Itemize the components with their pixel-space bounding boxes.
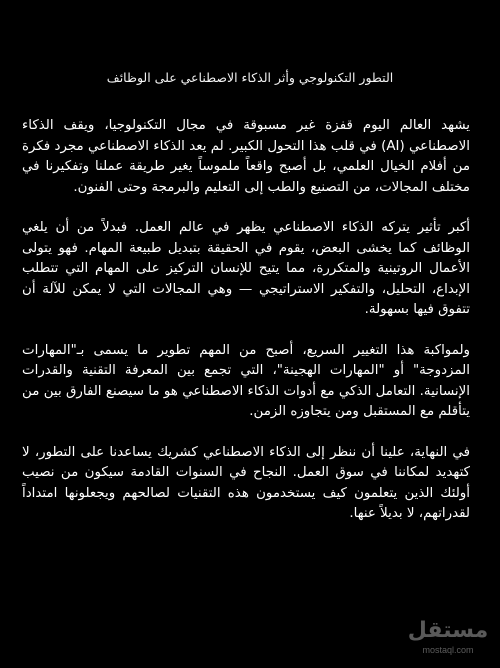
- watermark-url: mostaql.com: [422, 645, 474, 655]
- mostaql-watermark: [398, 618, 498, 664]
- watermark-logo: مستقل: [407, 618, 489, 643]
- document-title: التطور التكنولوجي وأثر الذكاء الاصطناعي على الوظائف: [106, 70, 394, 85]
- paragraph-work-impact: أكبر تأثير يتركه الذكاء الاصطناعي يظهر في عالم العمل. فبدلاً من أن يلغي الوظائف كما يخشى البعض، يقوم في الحقيقة بتبديل طبيعة المهام. فهو يتولى الأعمال الروتينية والمتكررة، مما يتيح للإنسان التركيز على المهام التي تتطلب الإبداع، التحليل، والتفكير الاستراتيجي — وهي المجالات التي لا يمكن للآلة أن تتفوق فيها بسهولة.: [22, 220, 470, 317]
- paragraph-conclusion: في النهاية، علينا أن ننظر إلى الذكاء الاصطناعي كشريك يساعدنا على التطور، لا كتهديد لمكاننا في سوق العمل. النجاح في السنوات القادمة سيكون من نصيب أولئك الذين يتعلمون كيف يستخدمون هذه التقنيات لصالحهم ويجعلونها امتداداً لقدراتهم، لا بديلاً عنها.: [22, 444, 470, 521]
- document-body: [22, 116, 470, 545]
- paragraph-intro: يشهد العالم اليوم قفزة غير مسبوقة في مجال التكنولوجيا، ويقف الذكاء الاصطناعي (AI) في قلب هذا التحول الكبير. لم يعد الذكاء الاصطناعي مجرد فكرة من أفلام الخيال العلمي، بل أصبح واقعاً ملموساً يغير طريقة عملنا وتفكيرنا في مختلف المجالات، من التصنيع والطب إلى التعليم والبرمجة وحتى الفنون.: [22, 118, 471, 195]
- paragraph-skills: ولمواكبة هذا التغيير السريع، أصبح من المهم تطوير ما يسمى بـ"المهارات المزدوجة" أو "المهارات الهجينة"، التي تجمع بين المعرفة التقنية والقدرات الإنسانية. التعامل الذكي مع أدوات الذكاء الاصطناعي هو ما سيصنع الفارق بين من يتأقلم مع المستقبل ومن يتجاوزه الزمن.: [22, 342, 470, 419]
